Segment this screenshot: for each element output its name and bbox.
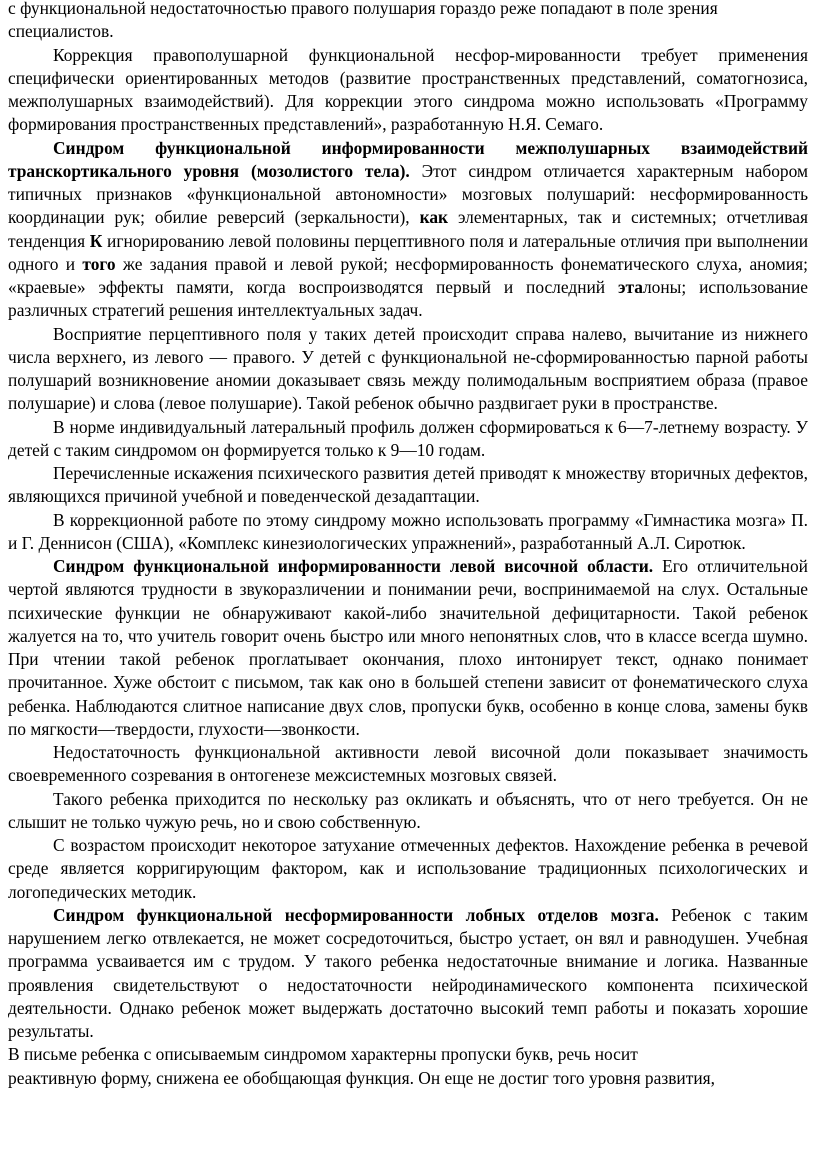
paragraph-14 bbox=[8, 1067, 808, 1090]
section-heading-frontal-syndrome: Синдром функциональной несформированности лобных отделов мозга. bbox=[53, 904, 659, 925]
paragraph-3-text-part-5: лоны; использование различных стратегий решения интеллектуальных задач. bbox=[8, 277, 809, 321]
paragraph-14-text: реактивную форму, снижена ее обобщающая функция. Он еще не достиг того уровня развития, bbox=[8, 1067, 715, 1088]
paragraph-10 bbox=[8, 788, 808, 835]
paragraph-3-bold-word-2: К bbox=[89, 230, 103, 251]
paragraph-2-text: Коррекция правополушарной функциональной несфор-мированности требует применения специфически ориентированных методов (развитие пространственных представлений, соматогнозиса, межполушарных взаимодействий). Для коррекции этого синдрома можно использовать «Программу формирования пространственных представлений», разработанную Н.Я. Семаго. bbox=[8, 44, 808, 135]
paragraph-8-text: Его отличительной чертой являются трудности в звукоразличении и понимании речи, воспринимаемой на слух. Остальные психические функции не обнаруживают какой-либо значительной дефицитарности. Такой ребенок жалуется на то, что учитель говорит очень быстро или много непонятных слов, что в классе всегда шумно. При чтении такой ребенок проглатывает окончания, плохо интонирует текст, однако понимает прочитанное. Хуже обстоит с письмом, так как оно в большей степени зависит от фонематического слуха ребенка. Наблюдаются слитное написание двух слов, пропуски букв, особенно в конце слова, замены букв по мягкости—твердости, глухости—звонкости. bbox=[8, 556, 808, 739]
paragraph-1 bbox=[8, 0, 808, 44]
paragraph-3-text-part-2: элементарных, так и системных; отчетливая тенденция bbox=[8, 207, 808, 251]
paragraph-13-text: В письме ребенка с описываемым синдромом характерны пропуски букв, речь носит bbox=[8, 1044, 638, 1065]
paragraph-6-text: Перечисленные искажения психического развития детей приводят к множеству вторичных дефектов, являющихся причиной учебной и поведенческой дезадаптации. bbox=[8, 463, 808, 507]
paragraph-7-text: В коррекционной работе по этому синдрому можно использовать программу «Гимнастика мозга» П. и Г. Деннисон (США), «Комплекс кинезиологических упражнений», разработанный А.Л. Сиротюк. bbox=[8, 509, 808, 553]
paragraph-3-text-part-4: же задания правой и левой рукой; несформированность фонематического слуха, аномия; «краевые» эффекты памяти, когда воспроизводятся первый и последний bbox=[8, 253, 808, 297]
paragraph-11-text: С возрастом происходит некоторое затухание отмеченных дефектов. Нахождение ребенка в речевой среде является корригирующим фактором, как и использование традиционных психологических и логопедических методик. bbox=[8, 835, 808, 902]
paragraph-6 bbox=[8, 462, 808, 509]
paragraph-4 bbox=[8, 323, 808, 416]
paragraph-1-text: с функциональной недостаточностью правого полушария гораздо реже попадают в поле зрения специалистов. bbox=[8, 0, 718, 42]
paragraph-9-text: Недостаточность функциональной активности левой височной доли показывает значимость своевременного созревания в онтогенезе межсистемных мозговых связей. bbox=[8, 742, 808, 786]
paragraph-12-text: Ребенок с таким нарушением легко отвлекается, не может сосредоточиться, быстро устает, он вял и равнодушен. Учебная программа усваивается им с трудом. У такого ребенка недостаточные внимание и логика. Названные проявления свидетельствуют о недостаточности нейродинамического компонента психической деятельности. Однако ребенок может выдержать достаточно высокий темп работы и показать хорошие результаты. bbox=[8, 904, 808, 1041]
paragraph-10-text: Такого ребенка приходится по нескольку раз окликать и объяснять, что от него требуется. Он не слышит не только чужую речь, но и свою собственную. bbox=[8, 788, 808, 832]
paragraph-3-bold-word-1: как bbox=[419, 207, 449, 228]
paragraph-8 bbox=[8, 555, 808, 741]
paragraph-3-text-part-3: игнорированию левой половины перцептивного поля и латеральные отличия при выполнении одного и bbox=[8, 230, 808, 274]
paragraph-3-bold-word-3: того bbox=[82, 253, 116, 274]
paragraph-12 bbox=[8, 904, 808, 1044]
paragraph-2 bbox=[8, 44, 808, 137]
paragraph-5-text: В норме индивидуальный латеральный профиль должен сформироваться к 6—7-летнему возрасту. У детей с таким синдромом он формируется только к 9—10 годам. bbox=[8, 416, 808, 460]
paragraph-3 bbox=[8, 137, 808, 323]
paragraph-4-text: Восприятие перцептивного поля у таких детей происходит справа налево, вычитание из нижнего числа верхнего, из левого — правого. У детей с функциональной не-сформированностью парной работы полушарий возникновение аномии доказывает связь между полимодальным восприятием образа (правое полушарие) и слова (левое полушарие). Такой ребенок обычно раздвигает руки в пространстве. bbox=[8, 323, 808, 414]
paragraph-7 bbox=[8, 509, 808, 556]
section-heading-transcortical-syndrome: Синдром функциональной информированности межполушарных взаимодействий транскортикального уровня (мозолистого тела). bbox=[8, 137, 808, 181]
paragraph-3-bold-word-4: эта bbox=[618, 277, 643, 297]
paragraph-11 bbox=[8, 834, 808, 904]
section-heading-left-temporal-syndrome: Синдром функциональной информированности левой височной области. bbox=[53, 556, 654, 576]
paragraph-5 bbox=[8, 416, 808, 463]
paragraph-3-text-part-1: Этот синдром отличается характерным набором типичных признаков «функциональной автономности» мозговых полушарий: несформированность координации рук; обилие реверсий (зеркальности), bbox=[8, 160, 808, 228]
paragraph-9 bbox=[8, 741, 808, 788]
paragraph-13 bbox=[8, 1043, 808, 1066]
